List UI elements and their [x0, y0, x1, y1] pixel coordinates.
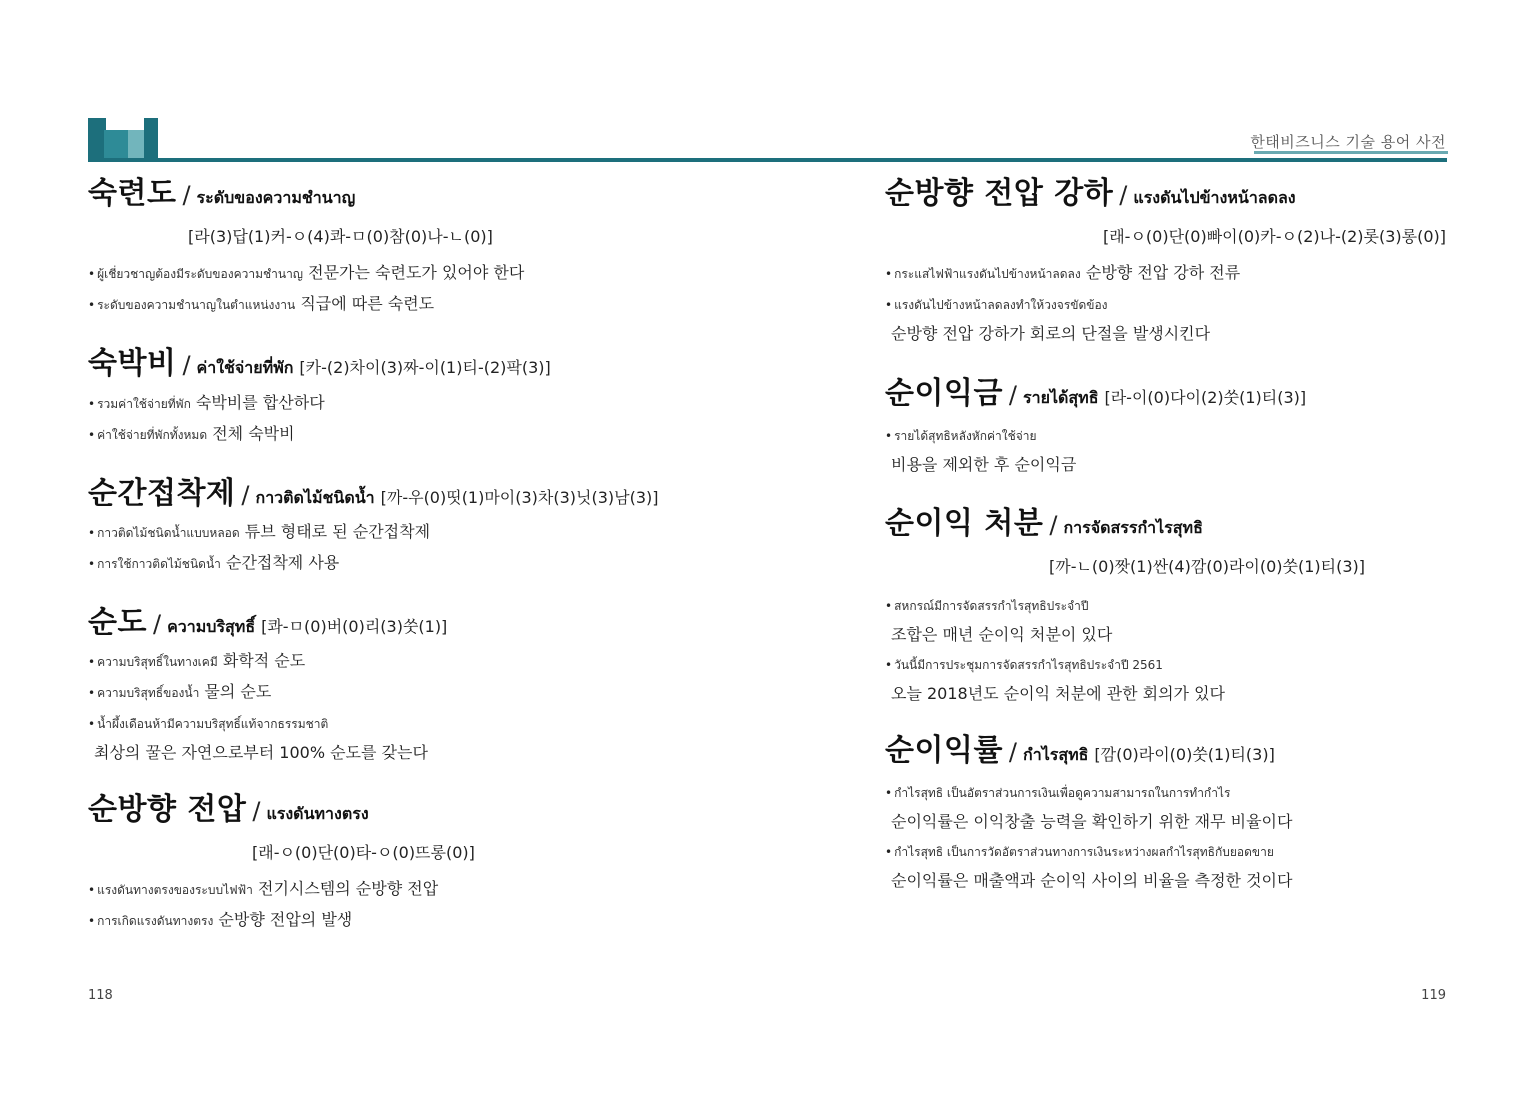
example-korean: 최상의 꿀은 자연으로부터 100% 순도를 갖는다 — [94, 743, 428, 762]
example: • ค่าใช้จ่ายที่พักทั้งหมด 전체 숙박비 — [88, 424, 295, 443]
entry-term: 순도 — [88, 605, 147, 640]
example-thai: กำไรสุทธิ เป็นอัตราส่วนการเงินเพื่อดูความสามารถในการทำกำไร — [894, 786, 1231, 800]
example-thai: ความบริสุทธิ์ของน้ำ — [97, 686, 200, 700]
entry-4 — [88, 790, 475, 863]
example-korean: 직급에 따른 숙련도 — [300, 294, 435, 313]
example-korean: 순방향 전압 강하 전류 — [1085, 263, 1241, 282]
entry-term: 순이익 처분 — [885, 506, 1044, 541]
example: • กำไรสุทธิ เป็นการวัดอัตราส่วนทางการเงินระหว่างผลกำไรสุทธิกับยอดขาย — [885, 845, 1274, 859]
example: • รายได้สุทธิหลังหักค่าใช้จ่าย — [885, 429, 1037, 443]
entry-term: 순이익금 — [885, 376, 1003, 411]
example: • กระแสไฟฟ้าแรงดันไปข้างหน้าลดลง 순방향 전압 강하 전류 — [885, 263, 1241, 282]
example-thai: ผู้เชี่ยวชาญต้องมีระดับของความชำนาญ — [97, 267, 304, 281]
entry-slash: / — [1049, 511, 1058, 539]
example-korean: 화학적 순도 — [222, 651, 306, 670]
example-korean: 순이익률은 매출액과 순이익 사이의 비율을 측정한 것이다 — [891, 871, 1293, 890]
entry-slash: / — [1119, 181, 1128, 209]
example: • แรงดันทางตรงของระบบไฟฟ้า 전기시스템의 순방향 전압 — [88, 879, 439, 898]
example-thai: แรงดันไปข้างหน้าลดลงทำให้วงจรขัดข้อง — [894, 298, 1108, 312]
right-page — [768, 0, 1536, 1099]
example: • ผู้เชี่ยวชาญต้องมีระดับของความชำนาญ 전문가는 숙련도가 있어야 한다 — [88, 263, 525, 282]
example-thai: ค่าใช้จ่ายที่พักทั้งหมด — [97, 428, 208, 442]
example-thai: กระแสไฟฟ้าแรงดันไปข้างหน้าลดลง — [894, 267, 1081, 281]
example-korean: 순간접착제 사용 — [225, 553, 340, 572]
entry-pronunciation: [깜(0)라이(0)쑷(1)티(3)] — [1094, 745, 1275, 764]
example-korean: 전체 숙박비 — [212, 424, 295, 443]
entry-pronunciation: [라(3)답(1)커-ㅇ(4)콰-ㅁ(0)참(0)나-ㄴ(0)] — [188, 227, 493, 246]
entry-term: 순방향 전압 — [88, 792, 247, 827]
entry-meaning: รายได้สุทธิ — [1023, 388, 1099, 407]
page-number-left: 118 — [88, 988, 113, 1003]
example: • กำไรสุทธิ เป็นอัตราส่วนการเงินเพื่อดูความสามารถในการทำกำไร — [885, 786, 1231, 800]
entry-term: 숙박비 — [88, 346, 177, 381]
entry-pronunciation: [래-ㅇ(0)단(0)타-ㅇ(0)뜨롱(0)] — [252, 843, 475, 862]
entry-2-examples — [88, 517, 430, 579]
entry-2 — [885, 504, 1365, 577]
example: • น้ำผึ้งเดือนห้ามีความบริสุทธิ์แท้จากธรรมชาติ — [88, 717, 329, 731]
example-thai: น้ำผึ้งเดือนห้ามีความบริสุทธิ์แท้จากธรรมชาติ — [97, 717, 329, 731]
example-thai: กาวติดไม้ชนิดน้ำแบบหลอด — [97, 526, 240, 540]
entry-meaning: แรงดันไปข้างหน้าลดลง — [1133, 188, 1296, 207]
entry-pronunciation: [라-이(0)다이(2)쑷(1)티(3)] — [1104, 388, 1307, 407]
entry-4-examples — [88, 874, 438, 936]
book-title: 한태비즈니스 기술 용어 사전 — [1250, 133, 1446, 151]
example-korean: 전문가는 숙련도가 있어야 한다 — [308, 263, 525, 282]
entry-pronunciation: [까-우(0)띳(1)마이(3)차(3)닛(3)남(3)] — [380, 488, 659, 507]
example: • สหกรณ์มีการจัดสรรกำไรสุทธิประจำปี — [885, 599, 1089, 613]
entry-meaning: กาวติดไม้ชนิดน้ำ — [255, 488, 375, 507]
example-korean: 비용을 제외한 후 순이익금 — [891, 455, 1077, 474]
entry-term: 순방향 전압 강하 — [885, 176, 1114, 211]
entry-meaning: ค่าใช้จ่ายที่พัก — [196, 358, 294, 377]
entry-0 — [88, 174, 493, 247]
example: • การเกิดแรงดันทางตรง 순방향 전압의 발생 — [88, 910, 353, 929]
page-number-right: 119 — [1421, 988, 1446, 1003]
entry-0-examples — [88, 258, 524, 320]
example-korean: 순방향 전압의 발생 — [218, 910, 353, 929]
example-thai: รวมค่าใช้จ่ายที่พัก — [97, 397, 191, 411]
example-korean: 순이익률은 이익창출 능력을 확인하기 위한 재무 비율이다 — [891, 812, 1293, 831]
example-korean: 물의 순도 — [204, 682, 272, 701]
example-thai: การเกิดแรงดันทางตรง — [97, 914, 214, 928]
example: • ความบริสุทธิ์ของน้ำ 물의 순도 — [88, 682, 272, 701]
entry-1-examples — [885, 420, 1076, 479]
entry-meaning: ความบริสุทธิ์ — [167, 617, 256, 636]
example-thai: การใช้กาวติดไม้ชนิดน้ำ — [97, 557, 221, 571]
entry-slash: / — [182, 351, 191, 379]
entry-2 — [88, 474, 659, 518]
entry-3-examples — [885, 777, 1292, 895]
example: • วันนี้มีการประชุมการจัดสรรกำไรสุทธิประจำปี 2561 — [885, 658, 1163, 672]
example-thai: ระดับของความชำนาญในตำแหน่งงาน — [97, 298, 296, 312]
entry-term: 순간접착제 — [88, 476, 236, 511]
entry-term: 숙련도 — [88, 176, 177, 211]
book-title-underline — [1254, 151, 1448, 154]
entry-pronunciation: [까-ㄴ(0)짯(1)싼(4)깜(0)라이(0)쑷(1)티(3)] — [1049, 557, 1366, 576]
example-korean: 순방향 전압 강하가 회로의 단절을 발생시킨다 — [891, 324, 1211, 343]
example-thai: สหกรณ์มีการจัดสรรกำไรสุทธิประจำปี — [894, 599, 1089, 613]
entry-meaning: ระดับของความชำนาญ — [196, 188, 356, 207]
example-thai: ความบริสุทธิ์ในทางเคมี — [97, 655, 218, 669]
entry-meaning: กำไรสุทธิ — [1023, 745, 1089, 764]
header-decoration — [88, 118, 160, 162]
example: • แรงดันไปข้างหน้าลดลงทำให้วงจรขัดข้อง — [885, 298, 1108, 312]
entry-slash: / — [252, 797, 261, 825]
entry-3-examples — [88, 646, 428, 767]
example-korean: 숙박비를 합산하다 — [195, 393, 325, 412]
example-korean: 전기시스템의 순방향 전압 — [257, 879, 439, 898]
header-rule-right — [768, 158, 1447, 162]
entry-term: 순이익률 — [885, 733, 1003, 768]
example: • ความบริสุทธิ์ในทางเคมี 화학적 순도 — [88, 651, 306, 670]
entry-slash: / — [182, 181, 191, 209]
entry-meaning: แรงดันทางตรง — [266, 804, 369, 823]
entry-meaning: การจัดสรรกำไรสุทธิ — [1063, 518, 1203, 537]
header-rule-left — [88, 158, 768, 162]
example-korean: 조합은 매년 순이익 처분이 있다 — [891, 625, 1113, 644]
entry-0-examples — [885, 258, 1240, 348]
example-thai: กำไรสุทธิ เป็นการวัดอัตราส่วนทางการเงินระหว่างผลกำไรสุทธิกับยอดขาย — [894, 845, 1274, 859]
entry-pronunciation: [래-ㅇ(0)단(0)빠이(0)카-ㅇ(2)나-(2)롯(3)롱(0)] — [1102, 227, 1446, 246]
entry-pronunciation: [콰-ㅁ(0)버(0)리(3)쑷(1)] — [261, 617, 448, 636]
example-korean: 오늘 2018년도 순이익 처분에 관한 회의가 있다 — [891, 684, 1225, 703]
entry-slash: / — [241, 481, 250, 509]
entry-slash: / — [1008, 381, 1018, 409]
entry-1 — [885, 374, 1306, 418]
entry-1 — [88, 344, 551, 388]
entry-3 — [88, 603, 447, 647]
example-thai: วันนี้มีการประชุมการจัดสรรกำไรสุทธิประจำปี 2561 — [894, 658, 1163, 672]
entry-2-examples — [885, 590, 1225, 708]
entry-slash: / — [152, 610, 162, 638]
example: • รวมค่าใช้จ่ายที่พัก 숙박비를 합산하다 — [88, 393, 325, 412]
entry-pronunciation: [카-(2)차이(3)짜-이(1)티-(2)팍(3)] — [299, 358, 551, 377]
example: • ระดับของความชำนาญในตำแหน่งงาน 직급에 따른 숙련도 — [88, 294, 435, 313]
example-korean: 튜브 형태로 된 순간접착제 — [244, 522, 431, 541]
example: • การใช้กาวติดไม้ชนิดน้ำ 순간접착제 사용 — [88, 553, 340, 572]
example-thai: แรงดันทางตรงของระบบไฟฟ้า — [97, 883, 253, 897]
entry-3 — [885, 731, 1275, 775]
example: • กาวติดไม้ชนิดน้ำแบบหลอด 튜브 형태로 된 순간접착제 — [88, 522, 431, 541]
entry-0 — [885, 174, 1296, 218]
entry-1-examples — [88, 388, 325, 450]
example-thai: รายได้สุทธิหลังหักค่าใช้จ่าย — [894, 429, 1037, 443]
entry-slash: / — [1008, 738, 1018, 766]
